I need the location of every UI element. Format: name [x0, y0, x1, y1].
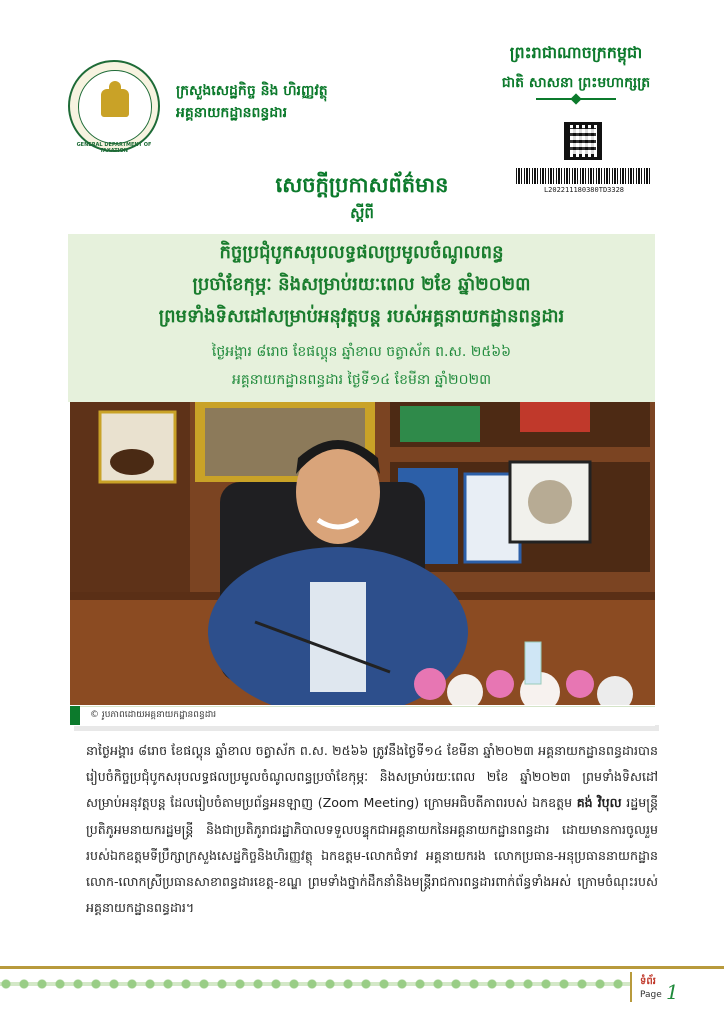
caption-accent: [70, 706, 80, 725]
photo-caption: © រូបភាពដោយអគ្គនាយកដ្ឋានពន្ធដារ: [90, 710, 217, 720]
department-name: អគ្គនាយកដ្ឋានពន្ធដារ: [176, 105, 288, 121]
subject-box: [68, 234, 655, 402]
body-text-end: រដ្ឋមន្ត្រីប្រតិភូអមនាយករដ្ឋមន្ត្រី និងជាប្រតិភូរាជរដ្ឋាភិបាលទទួលបន្ទុកជាអគ្គនាយកនៃអគ្គនាយកដ្ឋានពន្ធដារ ដោយមានការចូលរួមរបស់ឯកឧត្តមទីប្រឹក្សាក្រសួងសេដ្ឋកិច្ចនិងហិរញ្ញវត្ថុ ឯកឧត្តម-លោកជំទាវ អគ្គនាយករង លោកប្រធាន-អនុប្រធាននាយកដ្ឋាន លោក-លោកស្រីប្រធានសាខាពន្ធដារខេត្ត-ខណ្ឌ ព្រមទាំងថ្នាក់ដឹកនាំនិងមន្ត្រីរាជការពន្ធដារពាក់ព័ន្ធទាំងអស់ ក្រោមចំណុះរបស់អគ្គនាយកដ្ឋានពន្ធដារ។: [86, 795, 658, 916]
ministry-heading: [176, 80, 328, 124]
page-number: 1: [666, 980, 679, 1004]
emblem-icon: [101, 89, 129, 117]
kingdom-heading: [476, 38, 676, 98]
kingdom-name: ព្រះរាជាណាចក្រកម្ពុជា: [509, 43, 643, 62]
about-label: ស្តីពី: [350, 204, 374, 222]
meeting-photo: [70, 402, 655, 705]
page-label: Page: [640, 990, 662, 1000]
subject-line-3: ព្រមទាំងទិសដៅសម្រាប់អនុវត្តបន្ត របស់អគ្គនាយកដ្ឋានពន្ធដារ: [158, 306, 565, 327]
lunar-date-line: ថ្ងៃអង្គារ ៨រោច ខែផល្គុន ឆ្នាំខាល ចត្វាស័ក ព.ស. ២៥៦៦: [211, 344, 512, 360]
department-seal-logo: [68, 60, 160, 152]
photo-illustration: [70, 402, 655, 705]
body-paragraph: [86, 738, 658, 921]
qr-code-pattern: [570, 128, 596, 154]
subject-line-2: ប្រចាំខែកុម្ភៈ និងសម្រាប់រយៈពេល ២ខែ ឆ្នាំ២០២៣: [192, 274, 531, 295]
footer-separator: [630, 972, 632, 1002]
subject-line-1: កិច្ចប្រជុំបូកសរុបលទ្ធផលប្រមូលចំណូលពន្ធ: [219, 242, 504, 263]
official-name: គង់ វិបុល: [576, 795, 622, 811]
ornament-divider: [536, 98, 616, 100]
solar-date-line: អគ្គនាយកដ្ឋានពន្ធដារ ថ្ងៃទី១៤ ខែមីនា ឆ្នាំ២០២៣: [231, 372, 492, 388]
seal-text: GENERAL DEPARTMENT OF TAXATION: [76, 142, 152, 154]
document-title: សេចក្តីប្រកាសព័ត៌មាន: [275, 173, 449, 197]
ministry-name: ក្រសួងសេដ្ឋកិច្ច និង ហិរញ្ញវត្ថុ: [176, 83, 328, 99]
barcode-number: L202211180380TD3328: [543, 186, 625, 194]
page-label-khmer: ទំព័រ: [640, 976, 656, 987]
footer-ornament: [0, 971, 630, 997]
footer-rule: [0, 966, 724, 969]
body-text-start: នាថ្ងៃអង្គារ ៨រោច ខែផល្គុន ឆ្នាំខាល ចត្វាស័ក ព.ស. ២៥៦៦ ត្រូវនឹងថ្ងៃទី១៤ ខែមីនា ឆ្នាំ២០២៣ អគ្គនាយកដ្ឋានពន្ធដារបានរៀបចំកិច្ចប្រជុំបូកសរុបលទ្ធផលប្រមូលចំណូលពន្ធប្រចាំខែកុម្ភៈ និងសម្រាប់រយៈពេល ២ខែ ឆ្នាំ២០២៣ ព្រមទាំងទិសដៅសម្រាប់អនុវត្តបន្ត ដែលរៀបចំតាមប្រព័ន្ធអនឡាញ (Zoom Meeting) ក្រោមអធិបតីភាពរបស់ ឯកឧត្តម: [86, 743, 658, 811]
national-motto: ជាតិ សាសនា ព្រះមហាក្សត្រ: [501, 75, 651, 91]
